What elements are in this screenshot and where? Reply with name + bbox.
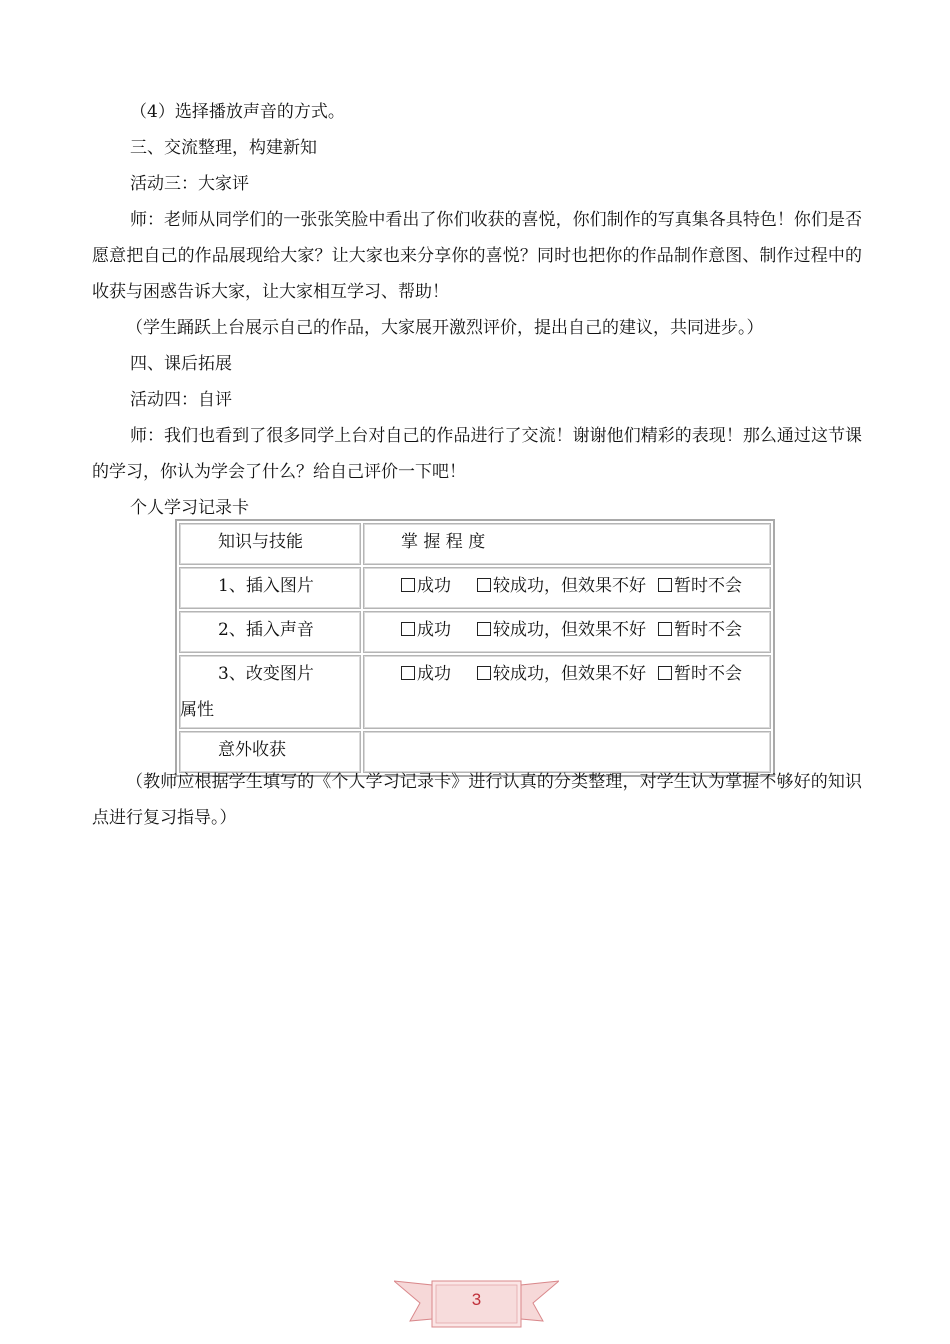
checkbox-success[interactable] (401, 622, 415, 636)
table-row (179, 655, 771, 729)
skill-label: 3、改变图片 属性 (179, 655, 361, 729)
checkbox-partial[interactable] (477, 622, 491, 636)
table-caption: 个人学习记录卡 (130, 498, 249, 518)
mastery-options: 成功 较成功，但效果不好 暂时不会 (363, 567, 771, 609)
record-table (175, 519, 775, 777)
checkbox-not-yet[interactable] (658, 578, 672, 592)
table-header-row (179, 523, 771, 565)
checkbox-not-yet[interactable] (658, 622, 672, 636)
heading-activity-3: 活动三：大家评 (130, 174, 249, 194)
skill-label: 2、插入声音 (179, 611, 361, 653)
page-number: 3 (471, 1290, 482, 1309)
checkbox-success[interactable] (401, 666, 415, 680)
table-row (179, 567, 771, 609)
checkbox-success[interactable] (401, 578, 415, 592)
heading-section-3: 三、交流整理，构建新知 (130, 138, 317, 158)
document-body (92, 94, 862, 526)
paragraph-teacher-2: 师：我们也看到了很多同学上台对自己的作品进行了交流！谢谢他们精彩的表现！那么通过这节课的学习，你认为学会了什么？给自己评价一下吧！ (92, 426, 862, 482)
page-number-badge (394, 1275, 559, 1333)
paragraph-step-4: （4）选择播放声音的方式。 (130, 102, 345, 122)
paragraph-students-note: （学生踊跃上台展示自己的作品，大家展开激烈评价，提出自己的建议，共同进步。） (126, 318, 764, 338)
learning-record-card (175, 519, 775, 765)
heading-activity-4: 活动四：自评 (130, 390, 232, 410)
heading-section-4: 四、课后拓展 (130, 354, 232, 374)
extra-label: 意外收获 (179, 731, 361, 773)
table-row (179, 611, 771, 653)
skill-label-continued: 属性 (180, 700, 214, 720)
skill-label: 1、插入图片 (179, 567, 361, 609)
paragraph-teacher-1: 师：老师从同学们的一张张笑脸中看出了你们收获的喜悦，你们制作的写真集各具特色！你们是否愿意把自己的作品展现给大家？让大家也来分享你的喜悦？同时也把你的作品制作意图、制作过程中的收获与困惑告诉大家，让大家相互学习、帮助！ (92, 210, 862, 302)
checkbox-not-yet[interactable] (658, 666, 672, 680)
checkbox-partial[interactable] (477, 666, 491, 680)
closing-paragraph (92, 764, 862, 836)
header-mastery: 掌 握 程 度 (363, 523, 771, 565)
closing-note: （教师应根据学生填写的《个人学习记录卡》进行认真的分类整理，对学生认为掌握不够好的知识点进行复习指导。） (92, 772, 862, 828)
header-skill: 知识与技能 (179, 523, 361, 565)
mastery-options: 成功 较成功，但效果不好 暂时不会 (363, 611, 771, 653)
checkbox-partial[interactable] (477, 578, 491, 592)
mastery-options: 成功 较成功，但效果不好 暂时不会 (363, 655, 771, 729)
